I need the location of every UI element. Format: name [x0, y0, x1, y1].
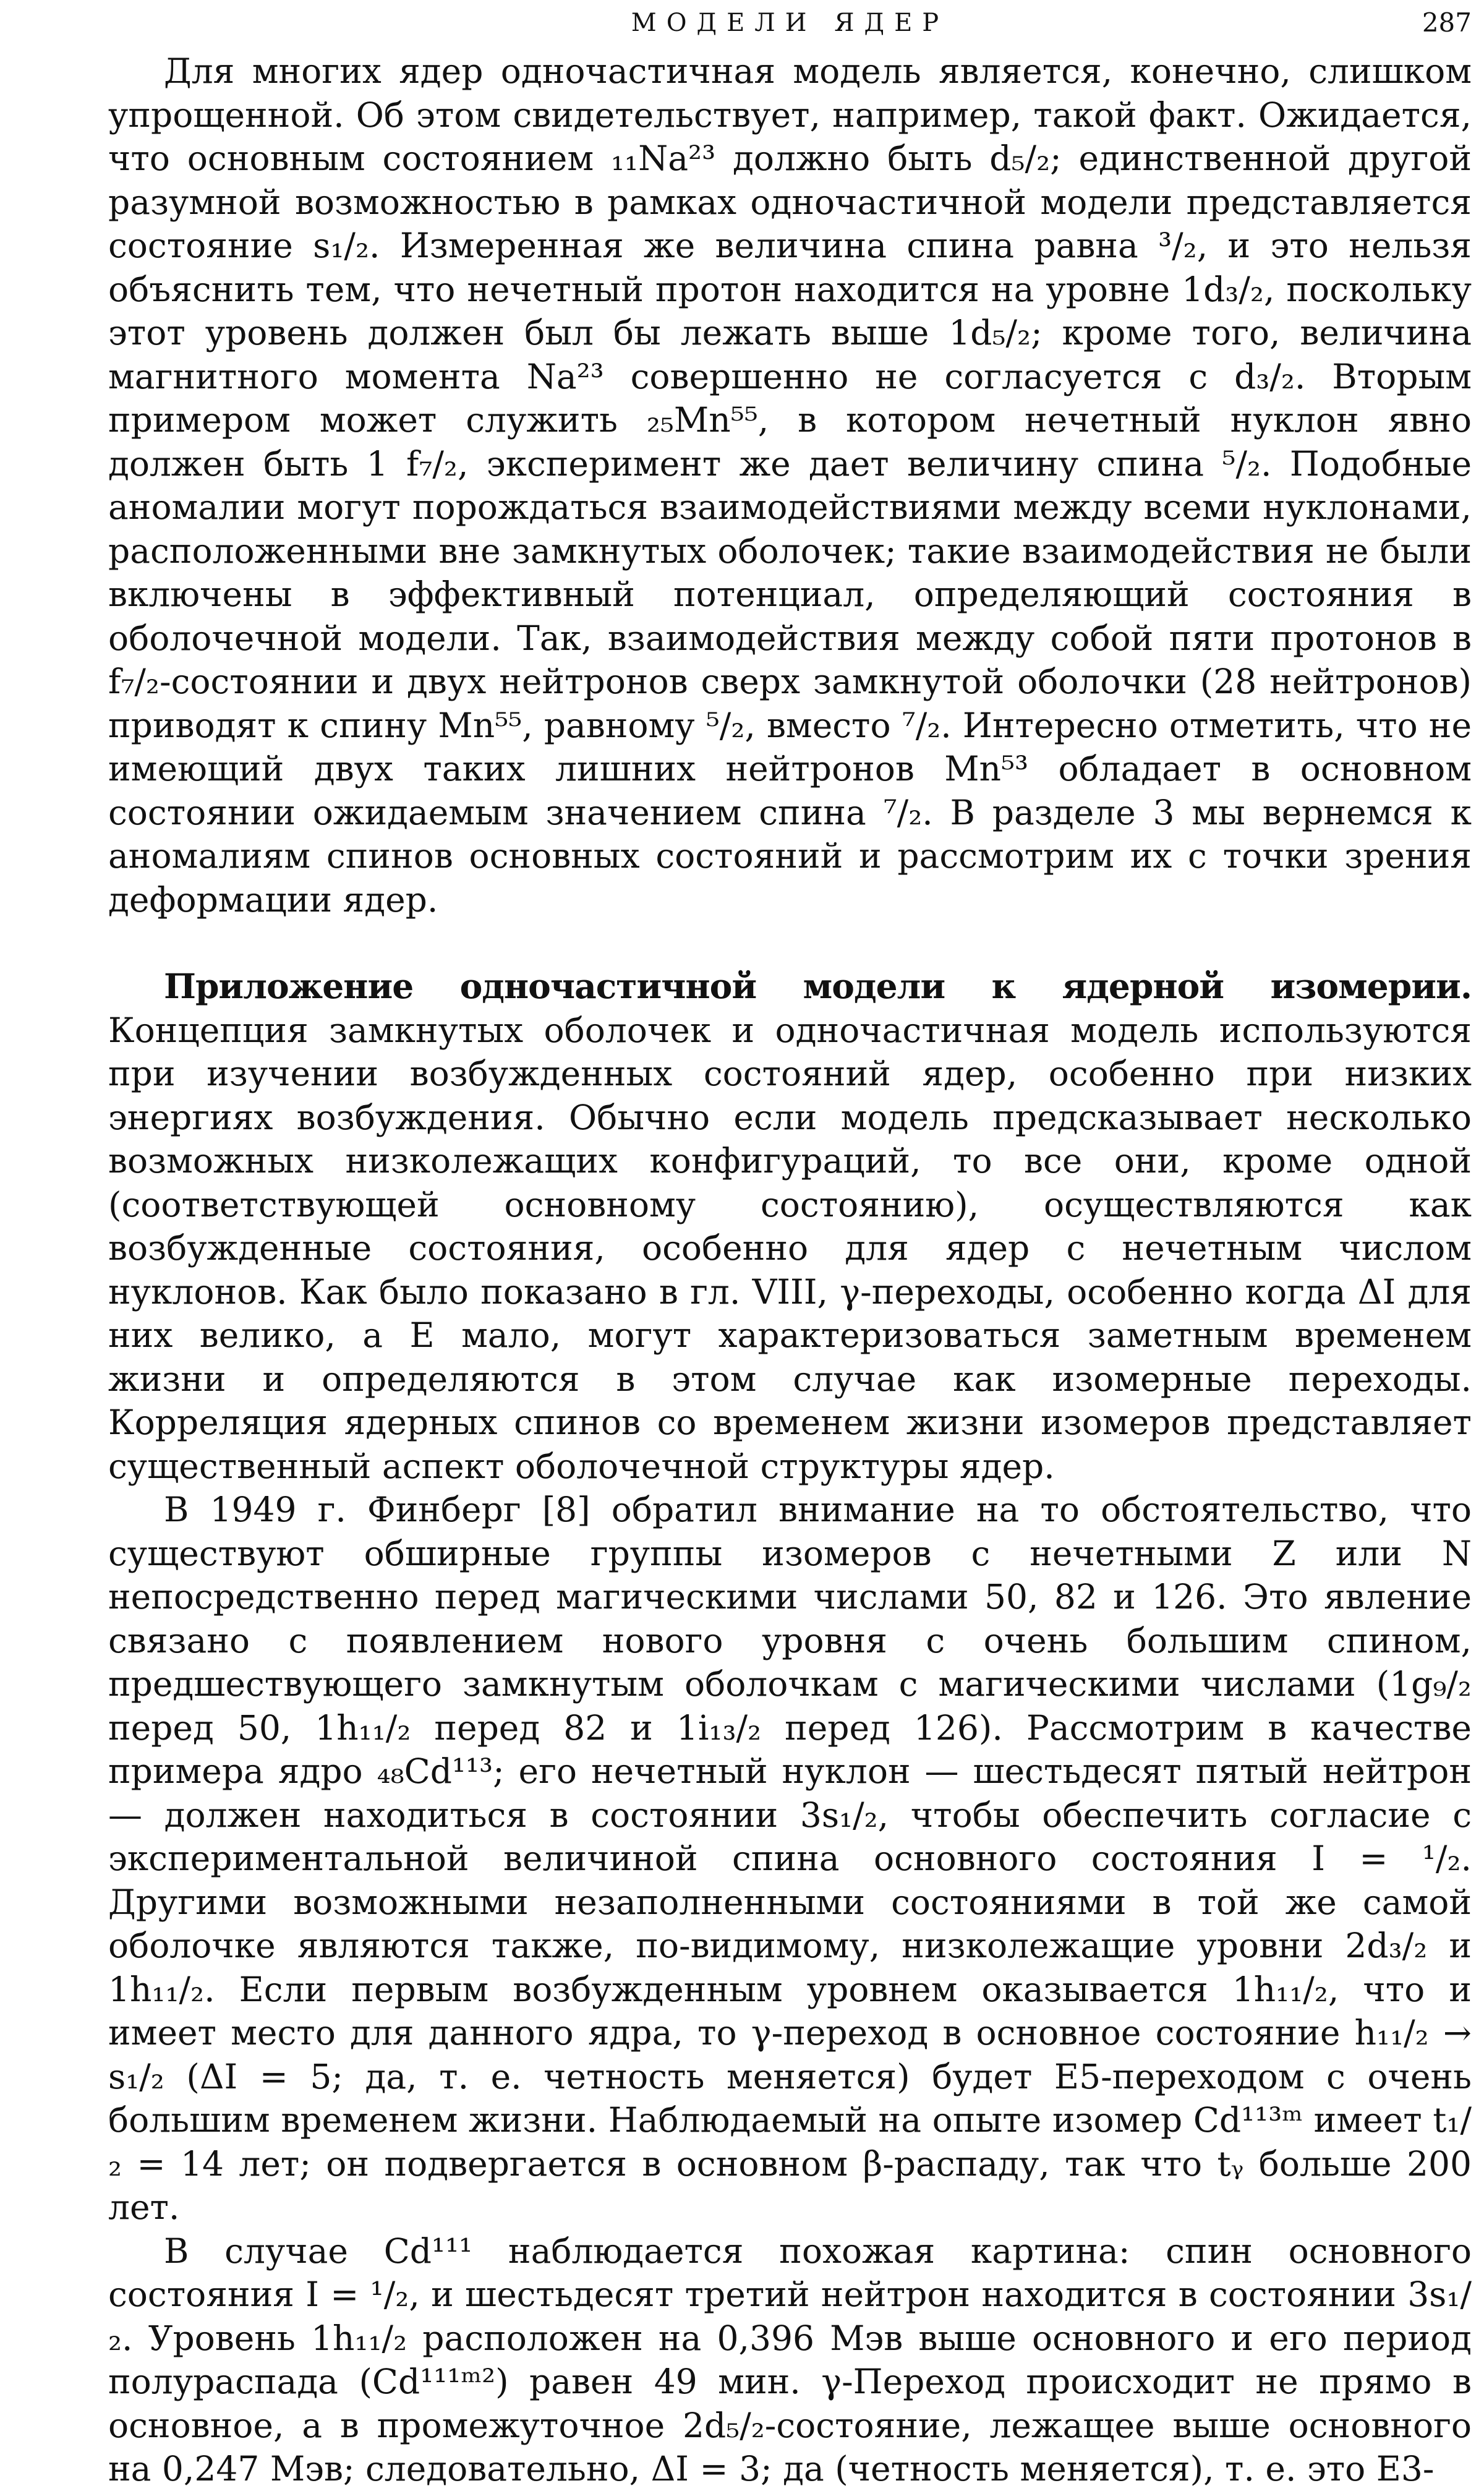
paragraph-4-text: В случае Cd¹¹¹ наблюдается похожая картина: спин основного состояния I = ¹/₂, и шестьдесят третий нейтрон находится в состоянии 3s₁/₂. Уровень 1h₁₁/₂ расположен на 0,396 Мэв выше основного и его период полураспада (Cd¹¹¹ᵐ²) равен 49 мин. γ-Переход происходит не прямо в основное, а в промежуточное 2d₅/₂-состояние, лежащее выше основного на 0,247 Мэв; следовательно, ΔI = 3; да (четность меняется), т. е. это E3-	[108, 2231, 1472, 2489]
paragraph-2-text: Концепция замкнутых оболочек и одночастичная модель используются при изучении возбужденных состояний ядер, особенно при низких энергиях возбуждения. Обычно если модель предсказывает несколько возможных низколежащих конфигураций, то все они, кроме одной (соответствующей основному состоянию), осуществляются как возбужденные состояния, особенно для ядер с нечетным числом нуклонов. Как было показано в гл. VIII, γ-переходы, особенно когда ΔI для них велико, а E мало, могут характеризоваться заметным временем жизни и определяются в этом случае как изомерные переходы. Корреляция ядерных спинов со временем жизни изомеров представляет существенный аспект оболочечной структуры ядер.	[108, 1010, 1472, 1486]
paragraph-1-text: Для многих ядер одночастичная модель является, конечно, слишком упрощенной. Об этом свидетельствует, например, такой факт. Ожидается, что основным состоянием ₁₁Na²³ должно быть d₅/₂; единственной другой разумной возможностью в рамках одночастичной модели представляется состояние s₁/₂. Измеренная же величина спина равна ³/₂, и это нельзя объяснить тем, что нечетный протон находится на уровне 1d₃/₂, поскольку этот уровень должен был бы лежать выше 1d₅/₂; кроме того, величина магнитного момента Na²³ совершенно не согласуется с d₃/₂. Вторым примером может служить ₂₅Mn⁵⁵, в котором нечетный нуклон явно должен быть 1 f₇/₂, эксперимент же дает величину спина ⁵/₂. Подобные аномалии могут порождаться взаимодействиями между всеми нуклонами, расположенными вне замкнутых оболочек; такие взаимодействия не были включены в эффективный потенциал, определяющий состояния в оболочечной модели. Так, взаимодействия между собой пяти протонов в f₇/₂-состоянии и двух нейтронов сверх замкнутой оболочки (28 нейтронов) приводят к спину Mn⁵⁵, равному ⁵/₂, вместо ⁷/₂. Интересно отметить, что не имеющий двух таких лишних нейтронов Mn⁵³ обладает в основном состоянии ожидаемым значением спина ⁷/₂. В разделе 3 мы вернемся к аномалиям спинов основных состояний и рассмотрим их с точки зрения деформации ядер.	[108, 51, 1472, 920]
book-page	[108, 0, 1472, 2489]
section-title: Приложение одночастичной модели к ядерной изомерии.	[164, 966, 1472, 1006]
paragraph-1	[108, 49, 1472, 921]
paragraph-3	[108, 1488, 1472, 2229]
page-number: 287	[1422, 7, 1472, 38]
body-text	[108, 49, 1472, 2491]
running-title: МОДЕЛИ ЯДЕР	[631, 9, 949, 37]
paragraph-3-text: В 1949 г. Финберг [8] обратил внимание на то обстоятельство, что существуют обширные группы изомеров с нечетными Z или N непосредственно перед магическими числами 50, 82 и 126. Это явление связано с появлением нового уровня с очень большим спином, предшествующего замкнутым оболочкам с магическими числами (1g₉/₂ перед 50, 1h₁₁/₂ перед 82 и 1i₁₃/₂ перед 126). Рассмотрим в качестве примера ядро ₄₈Cd¹¹³; его нечетный нуклон — шестьдесят пятый нейтрон — должен находиться в состоянии 3s₁/₂, чтобы обеспечить согласие с экспериментальной величиной спина основного состояния I = ¹/₂. Другими возможными незаполненными состояниями в той же самой оболочке являются также, по-видимому, низколежащие уровни 2d₃/₂ и 1h₁₁/₂. Если первым возбужденным уровнем оказывается 1h₁₁/₂, что и имеет место для данного ядра, то γ-переход в основное состояние h₁₁/₂ → s₁/₂ (ΔI = 5; да, т. е. четность меняется) будет E5-переходом с очень большим временем жизни. Наблюдаемый на опыте изомер Cd¹¹³ᵐ имеет t₁/₂ = 14 лет; он подвергается в основном β-распаду, так что tᵧ больше 200 лет.	[108, 1490, 1472, 2227]
running-head	[108, 0, 1472, 49]
paragraph-2	[108, 965, 1472, 1488]
paragraph-4	[108, 2229, 1472, 2491]
